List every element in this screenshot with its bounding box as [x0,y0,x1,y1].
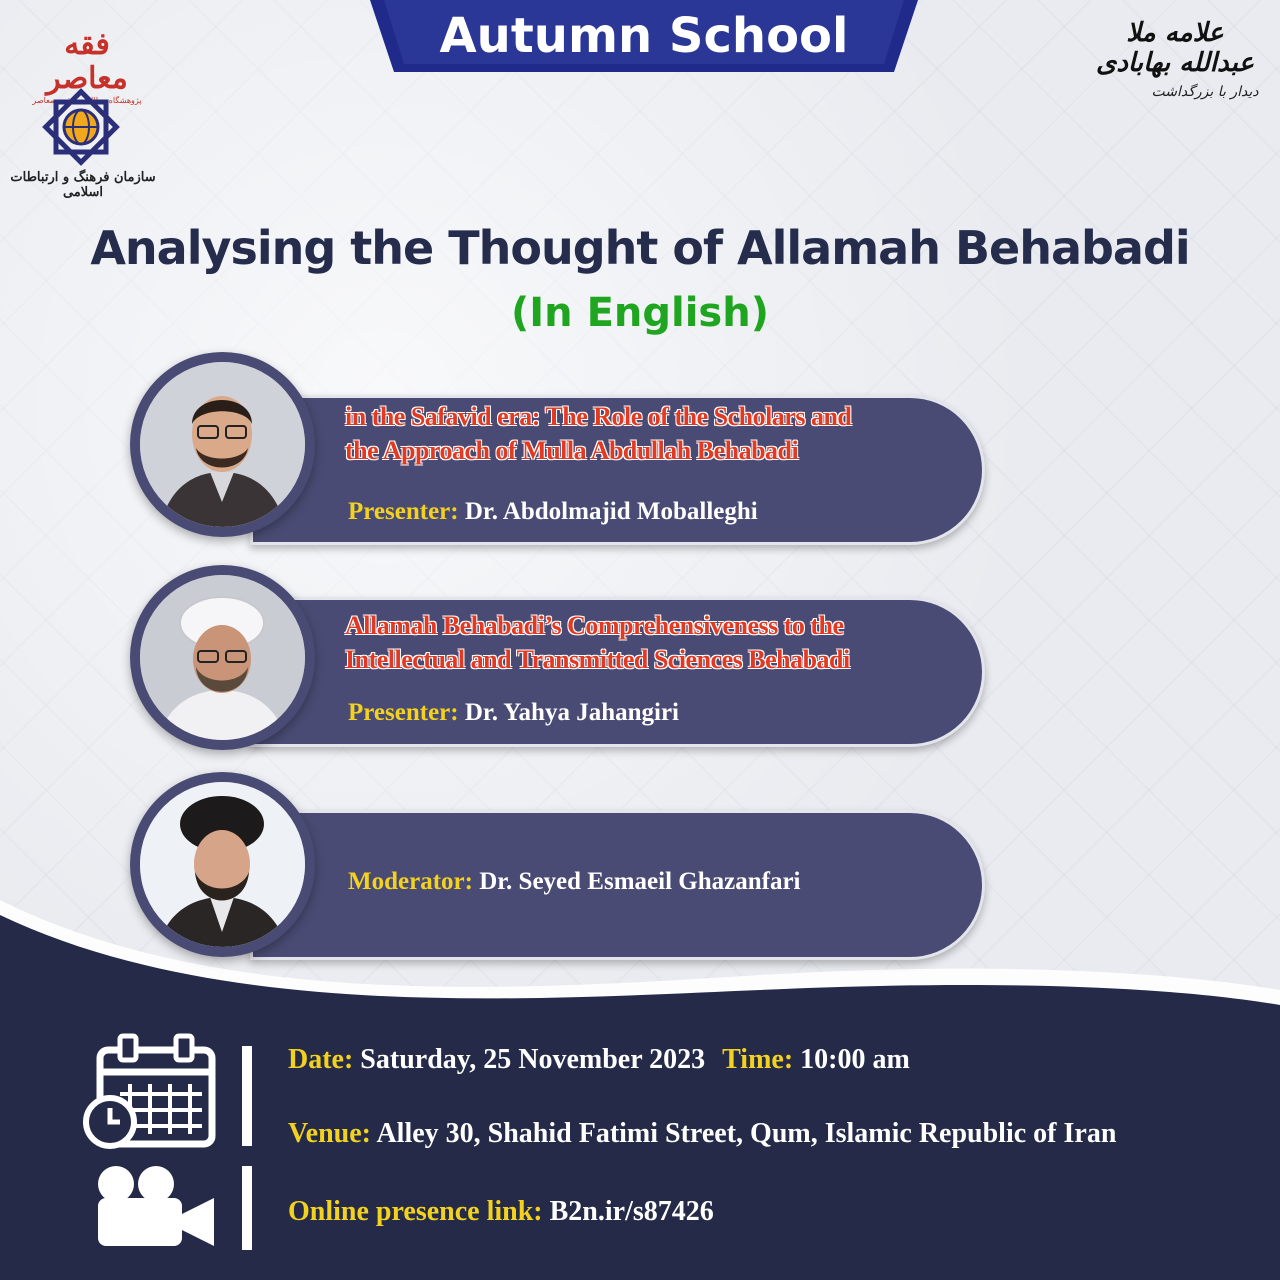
role-label: Moderator: [348,868,473,895]
venue-label: Venue: [288,1118,371,1149]
org-emblem-icon [36,82,126,172]
divider [242,1166,252,1250]
time-value: 10:00 am [800,1044,910,1075]
divider [242,1046,252,1146]
institute-logo [22,27,152,105]
institute-logo-mark: فقه معاصر [46,27,128,96]
role-label: Presenter: [348,498,459,525]
speaker-card-1 [130,352,985,537]
speaker-role-line [348,698,968,728]
speaker-photo-2 [140,575,305,740]
calligraphy-logo: علامه ملا عبدالله بهابادی [1096,18,1254,78]
institute-logo-subtitle: پژوهشگاه مطالعات فقهی معاصر [32,96,142,105]
calligraphy-subtitle: دیدار با بزرگداشت [1151,84,1259,100]
speaker-photo-1 [140,362,305,527]
online-link[interactable]: B2n.ir/s87426 [549,1196,714,1227]
date-value: Saturday, 25 November 2023 [360,1044,706,1075]
speaker-photo-frame [130,352,315,537]
speaker-topic-line: Intellectual and Transmitted Sciences Behabadi [345,645,850,674]
speaker-topic-line: in the Safavid era: The Role of the Scholars and [345,402,852,431]
calendar-clock-icon [80,1032,220,1154]
speaker-photo-frame [130,565,315,750]
speaker-photo-frame [130,772,315,957]
online-link-line [288,1194,1248,1230]
moderator-name: Dr. Seyed Esmaeil Ghazanfari [479,868,801,895]
venue-value: Alley 30, Shahid Fatimi Street, Qum, Islamic Republic of Iran [376,1118,1117,1149]
speaker-role-line [348,497,968,527]
moderator-card [130,772,985,957]
speaker-topic-line: the Approach of Mulla Abdullah Behabadi [345,436,799,465]
time-label: Time: [722,1044,794,1075]
speaker-name: Dr. Abdolmajid Moballeghi [464,498,758,525]
venue-line [288,1116,1248,1152]
banner-title: Autumn School [439,8,849,64]
online-link-label: Online presence link: [288,1196,543,1227]
moderator-role-line [348,867,968,897]
speaker-card-2 [130,565,985,750]
org-name: سازمان فرهنگ و ارتباطات اسلامی [10,170,156,200]
page-title: Analysing the Thought of Allamah Behabadi [90,221,1190,275]
language-note: (In English) [511,290,769,336]
moderator-photo [140,782,305,947]
speaker-topic-line: Allamah Behabadi’s Comprehensiveness to the [345,611,844,640]
video-camera-icon [94,1164,218,1248]
speaker-name: Dr. Yahya Jahangiri [464,699,680,726]
date-label: Date: [288,1044,354,1075]
date-time-line [288,1042,1248,1078]
role-label: Presenter: [348,699,459,726]
